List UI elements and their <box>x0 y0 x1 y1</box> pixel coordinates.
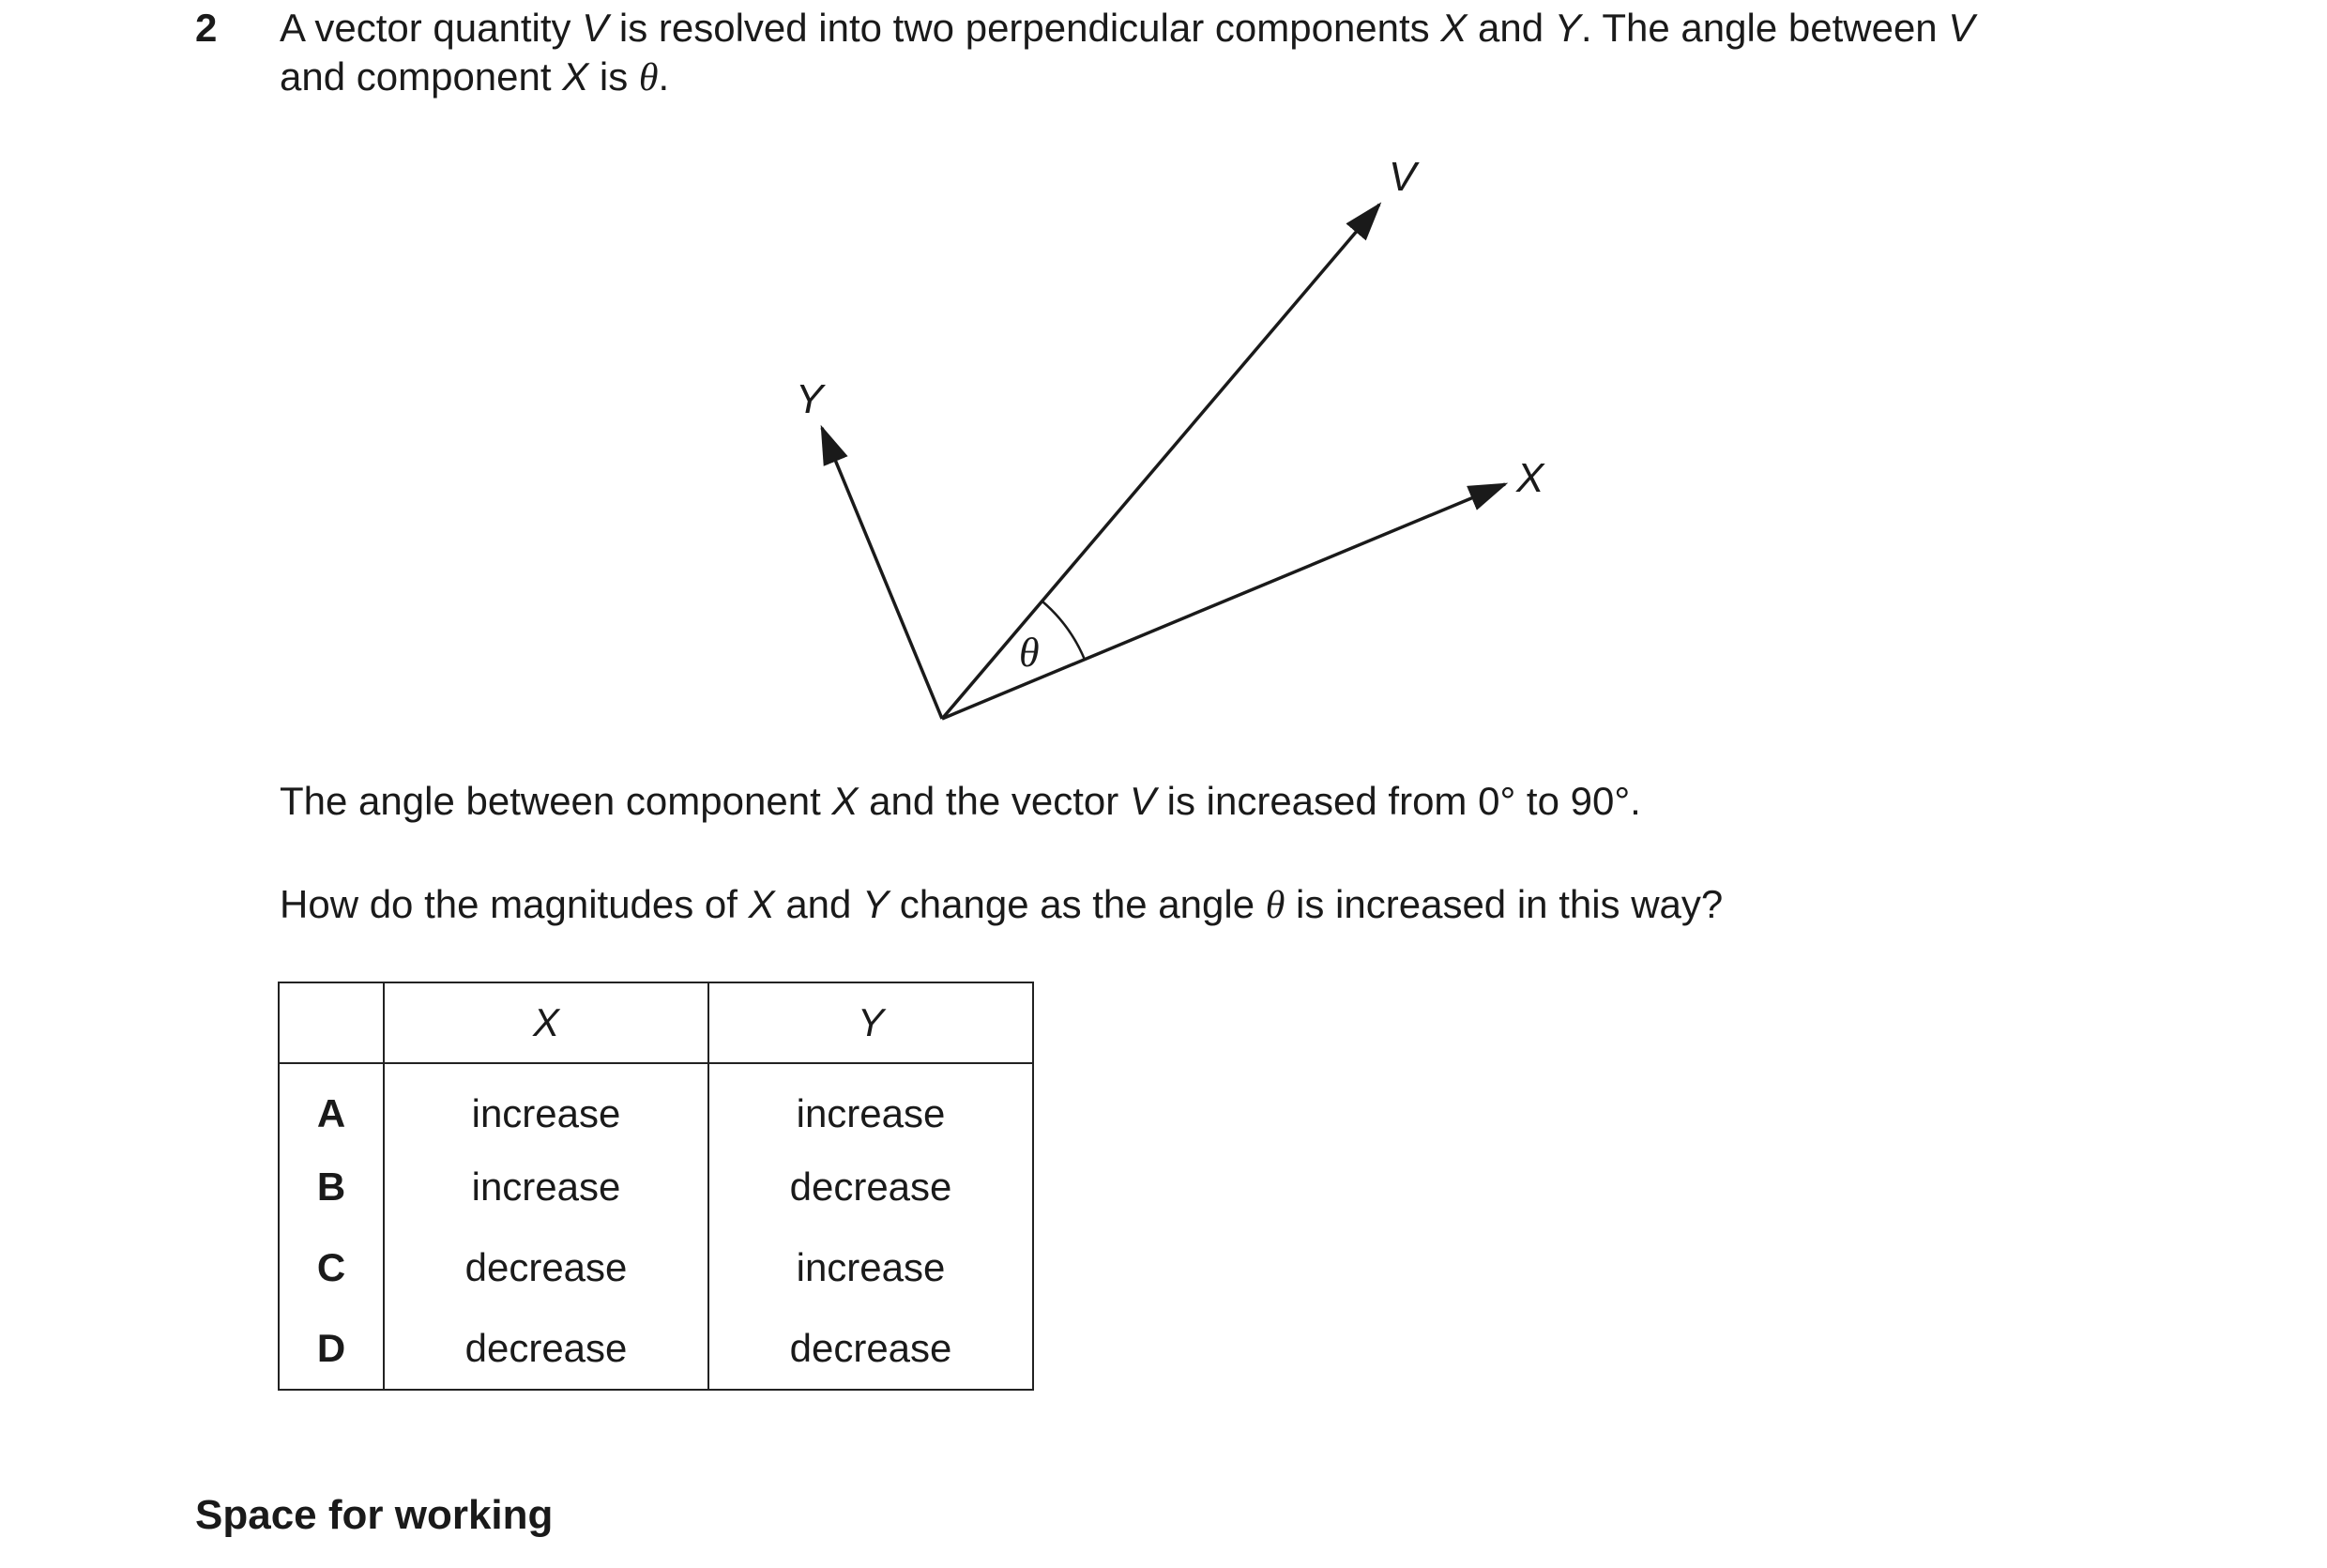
table-row[interactable] <box>279 1308 1033 1390</box>
vector-diagram <box>0 0 2327 769</box>
stem-text: is <box>588 54 639 99</box>
question-number: 2 <box>195 6 218 50</box>
label-x: X <box>1516 455 1544 501</box>
question-prompt <box>280 882 1723 928</box>
header-x: X <box>384 982 708 1063</box>
header-y: Y <box>708 982 1033 1063</box>
option-y-change: decrease <box>708 1308 1033 1390</box>
stem-symbol-y: Y <box>1554 6 1581 50</box>
label-y: Y <box>796 376 824 422</box>
theta-angle-arc <box>1042 601 1085 660</box>
label-v: V <box>1389 154 1417 200</box>
option-letter: D <box>279 1308 384 1390</box>
statement-text: is increased from 0° to 90°. <box>1155 779 1641 823</box>
header-blank <box>279 982 384 1063</box>
option-x-change: decrease <box>384 1308 708 1390</box>
prompt-text: How do the magnitudes of <box>280 882 749 926</box>
option-letter: C <box>279 1227 384 1308</box>
statement-symbol-v: V <box>1129 779 1156 823</box>
prompt-symbol-y: Y <box>862 882 890 926</box>
option-x-change: increase <box>384 1147 708 1227</box>
stem-symbol-theta: θ <box>638 56 659 99</box>
statement-text: and the vector <box>858 779 1130 823</box>
statement-text: The angle between component <box>280 779 832 823</box>
stem-symbol-v: V <box>582 6 609 50</box>
stem-text: and <box>1467 6 1555 50</box>
option-y-change: increase <box>708 1227 1033 1308</box>
angle-statement <box>280 779 1641 824</box>
prompt-symbol-theta: θ <box>1265 884 1285 927</box>
table-row[interactable] <box>279 1227 1033 1308</box>
answer-options-table <box>278 982 1034 1391</box>
option-y-change: increase <box>708 1063 1033 1147</box>
space-for-working-label: Space for working <box>195 1492 554 1538</box>
vector-v-arrow <box>942 205 1379 719</box>
table-row[interactable] <box>279 1147 1033 1227</box>
table-row[interactable] <box>279 1063 1033 1147</box>
option-letter: B <box>279 1147 384 1227</box>
component-y-arrow <box>822 428 942 719</box>
option-letter: A <box>279 1063 384 1147</box>
stem-symbol-v: V <box>1948 6 1975 50</box>
stem-symbol-x: X <box>562 54 589 99</box>
option-x-change: decrease <box>384 1227 708 1308</box>
stem-text: . The angle between <box>1580 6 1949 50</box>
stem-text: and component <box>280 54 563 99</box>
stem-text: is resolved into two perpendicular components <box>608 6 1441 50</box>
stem-text: A vector quantity <box>280 6 583 50</box>
prompt-text: change as the angle <box>889 882 1266 926</box>
component-x-arrow <box>942 484 1505 719</box>
statement-symbol-x: X <box>831 779 859 823</box>
prompt-symbol-x: X <box>748 882 775 926</box>
label-theta: θ <box>1019 630 1040 676</box>
table-header-row <box>279 982 1033 1063</box>
option-y-change: decrease <box>708 1147 1033 1227</box>
stem-text: . <box>658 54 670 99</box>
prompt-text: and <box>774 882 863 926</box>
option-x-change: increase <box>384 1063 708 1147</box>
prompt-text: is increased in this way? <box>1285 882 1724 926</box>
stem-symbol-x: X <box>1440 6 1468 50</box>
